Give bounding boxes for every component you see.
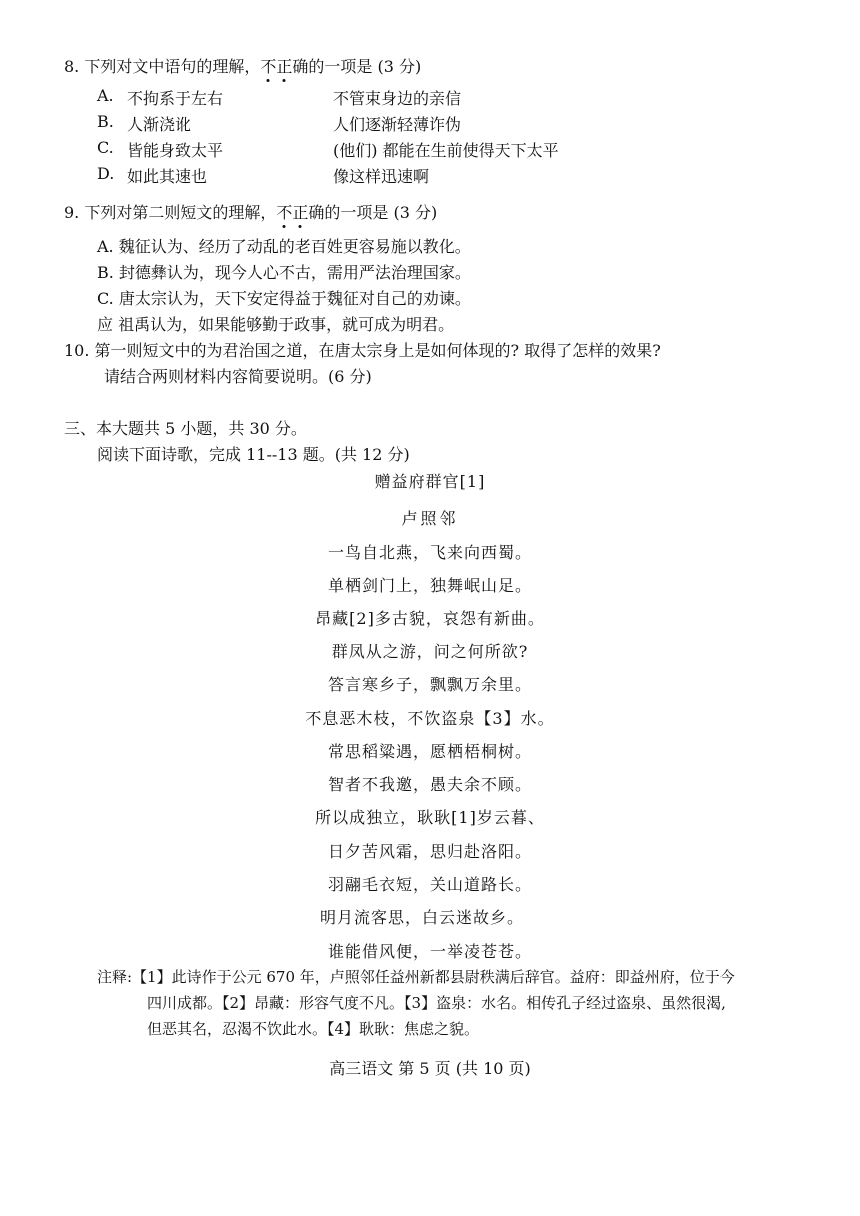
poem-line: 所以成独立，耿耿[1]岁云暮、 [315, 808, 545, 827]
poem-line: 昂藏[2]多古貌，哀怨有新曲。 [315, 609, 545, 628]
q9-option-a: A. 魏征认为、经历了动乱的老百姓更容易施以教化。 [97, 237, 471, 256]
annotation-line: 四川成都。【2】昂藏：形容气度不凡。【3】盗泉：水名。相传孔子经过盗泉、虽然很渴, [147, 994, 726, 1012]
q8-option-a-meaning: 不管束身边的亲信 [333, 89, 462, 108]
poem-line: 明月流客思，白云迷故乡。 [319, 908, 524, 927]
page-footer: 高三语文 第 5 页 (共 10 页) [329, 1059, 531, 1078]
q9-emphasis-char: 不 [276, 203, 293, 222]
section-3-instruction: 阅读下面诗歌，完成 11--13 题。(共 12 分) [97, 445, 410, 464]
q9-stem-text: 确的一项是 (3 分) [308, 203, 438, 222]
poem-line: 群凤从之游，问之何所欲? [331, 642, 529, 661]
q8-option-d-term: 如此其速也 [127, 167, 208, 186]
poem-line: 日夕苦风霜，思归赴洛阳。 [327, 842, 532, 861]
q8-option-a-label: A. [97, 86, 114, 105]
question-10-line1: 10. 第一则短文中的为君治国之道，在唐太宗身上是如何体现的? 取得了怎样的效果? [64, 341, 661, 360]
q9-emphasis-char: 正 [292, 203, 309, 222]
q8-emphasis-char: 正 [276, 57, 293, 76]
poem-line: 羽翮毛衣短，关山道路长。 [327, 875, 532, 894]
poem-line: 答言寒乡子，飘飘万余里。 [327, 675, 532, 694]
annotation-line: 注释:【1】此诗作于公元 670 年，卢照邻任益州新都县尉秩满后辞官。益府：即益州府，位于今 [97, 968, 735, 986]
q8-option-d-label: D. [97, 164, 115, 183]
poem-line: 谁能借风便，一举凌苍苍。 [327, 942, 532, 961]
q9-option-b: B. 封德彝认为，现今人心不古，需用严法治理国家。 [97, 263, 471, 282]
q8-stem-text: 8. 下列对文中语句的理解， [64, 57, 261, 76]
poem-line: 常思稻粱遇，愿栖梧桐树。 [327, 742, 532, 761]
question-9-stem [64, 200, 437, 223]
q8-option-b-label: B. [97, 112, 114, 131]
q8-stem-text: 确的一项是 (3 分) [292, 57, 422, 76]
q8-option-d-meaning: 像这样迅速啊 [333, 167, 430, 186]
poem-line: 不息恶木枝，不饮盗泉【3】水。 [305, 709, 555, 728]
q8-option-c-label: C. [97, 138, 114, 157]
q8-option-b-term: 人渐浇讹 [127, 115, 192, 134]
section-3-heading: 三、本大题共 5 小题，共 30 分。 [64, 419, 307, 438]
q8-option-c-meaning: (他们) 都能在生前使得天下太平 [333, 141, 559, 160]
q8-option-a-term: 不拘系于左右 [127, 89, 224, 108]
q9-option-c: C. 唐太宗认为，天下安定得益于魏征对自己的劝谏。 [97, 289, 471, 308]
q8-option-c-term: 皆能身致太平 [127, 141, 224, 160]
poem-title: 赠益府群官[1] [374, 472, 486, 491]
q8-emphasis-char: 不 [260, 57, 277, 76]
poem-author: 卢照邻 [401, 509, 459, 528]
poem-line: 一鸟自北燕，飞来向西蜀。 [327, 543, 532, 562]
poem-line: 智者不我邀，愚夫余不顾。 [327, 775, 532, 794]
annotation-line: 但恶其名，忍渴不饮此水。【4】耿耿：焦虑之貌。 [147, 1020, 480, 1038]
poem-line: 单栖剑门上，独舞岷山足。 [327, 576, 532, 595]
q9-stem-text: 9. 下列对第二则短文的理解， [64, 203, 277, 222]
question-10-line2: 请结合两则材料内容简要说明。(6 分) [104, 367, 372, 386]
question-8-stem [64, 54, 421, 77]
q8-option-b-meaning: 人们逐渐轻薄诈伪 [333, 115, 462, 134]
q9-option-d: 应 祖禹认为，如果能够勤于政事，就可成为明君。 [97, 315, 455, 334]
